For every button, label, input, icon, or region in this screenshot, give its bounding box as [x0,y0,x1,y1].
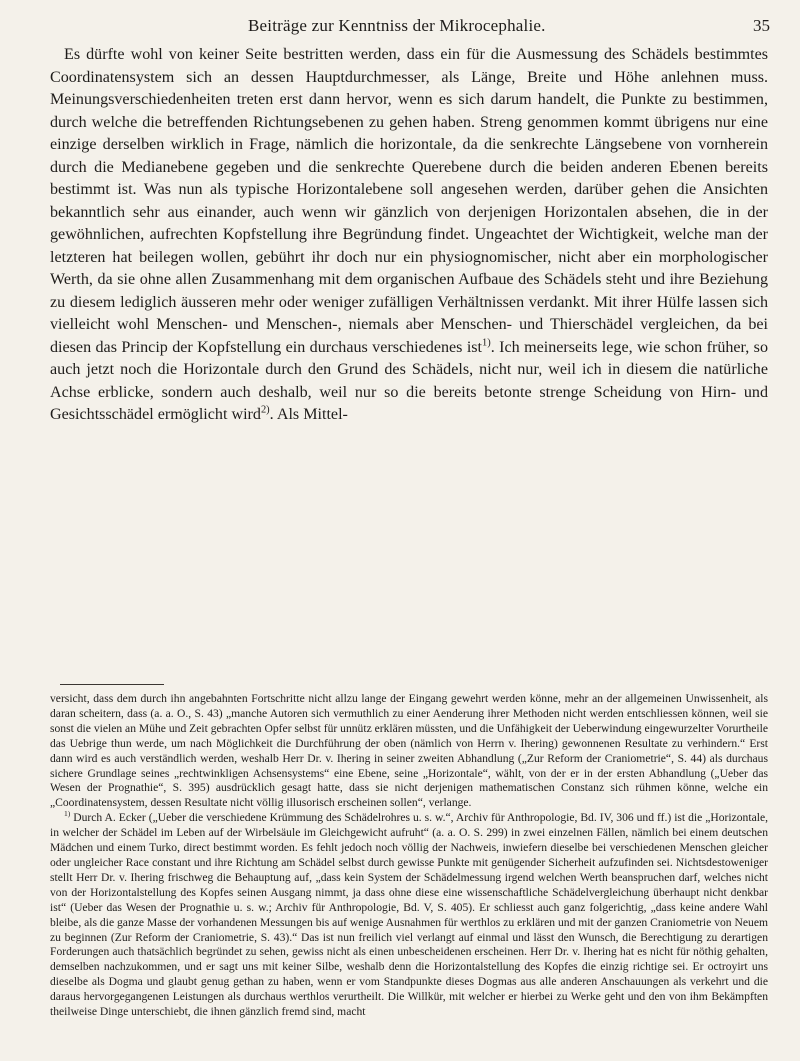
page-number: 35 [753,16,770,35]
footnote-separator [60,684,164,685]
body-text-end: . Als Mittel- [269,406,348,423]
footnote-ref: 1) [482,337,491,349]
footnote-1 [50,811,768,1020]
running-title: Beiträge zur Kenntniss der Mikrocephalie. [248,16,546,35]
footnote-continuation: versicht, dass dem durch ihn angebahnten Fortschritte nicht allzu lange der Eingang gewehrt werden könne, mehr an der allgemeinen Unwissenheit, als daran scheitern, dass (a. a. O., S. 43) „manche Autoren sich vermuthlich zu einer Aenderung ihrer Methoden nicht werden entschliessen können, weil sie sonst die vielen an Mühe und Zeit gebrachten Opfer selbst für unnütz erklären müssten, und die Unfähigkeit der Ueberwindung eingewurzelter Vorurtheile das Uebrige thun werde, um nach Möglichkeit die Durchführung der oben (nämlich von Herrn v. Ihering) gewonnenen Resultate zu verhindern.“ Erst dann wird es auch verständlich werden, weshalb Herr Dr. v. Ihering in seiner zweiten Abhandlung („Zur Reform der Craniometrie“, S. 44) als durchaus sichere Grundlage seines „rechtwinkligen Achsensystems“ eine Ebene, seine „Horizontale“, wählt, von der er in der ersten Abhandlung („Ueber das Wesen der Prognathie“, S. 395) ausdrücklich gesagt hatte, dass sie nicht derjenigen mathematischen Constanz sich rühmen könne, welche ein „Coordinatensystem, dessen Resultate nicht völlig illusorisch erscheinen sollen“, verlange. [50,692,768,810]
footnote-marker: 1) [64,809,71,819]
main-text-block [50,44,768,427]
body-text: Es dürfte wohl von keiner Seite bestritten werden, dass ein für die Ausmessung des Schädels bestimmtes Coordinatensystem sich an dessen Hauptdurchmesser, als Länge, Breite und Höhe anlehnen muss. Meinungsverschiedenheiten treten erst dann hervor, wenn es sich darum handelt, die Punkte zu bestimmen, durch welche die betreffenden Richtungsebenen zu gehen haben. Streng genommen kommt übrigens nur eine einzige derselben wirklich in Frage, nämlich die horizontale, da die senkrechte Längsebene von vornherein durch die Medianebene gegeben und die senkrechte Querebene durch die beiden anderen Ebenen bereits bestimmt ist. Was nun als typische Horizontalebene soll angesehen werden, darüber gehen die Ansichten bekanntlich sehr aus einander, auch wenn wir gänzlich von derjenigen Horizontalen absehen, die in der gewöhnlichen, aufrechten Kopfstellung ihre Begründung findet. Ungeachtet der Wichtigkeit, welche man der letzteren hat beilegen wollen, gebührt ihr doch nur ein physiognomischer, nicht aber ein morphologischer Werth, da sie ohne allen Zusammenhang mit dem organischen Aufbaue des Schädels steht und ihre Beziehung zu diesem lediglich äusseren mehr oder weniger zufälligen Verhältnissen verdankt. Mit ihrer Hülfe lassen sich vielleicht wohl Menschen- und Menschen-, niemals aber Menschen- und Thierschädel vergleichen, da bei diesen das Princip der Kopfstellung ein durchaus verschiedenes ist [50,46,768,356]
body-text-continued: . Ich meinerseits lege, wie schon früher, so auch jetzt noch die Horizontale durch den Grund des Schädels, nicht nur, weil ich in diesem die natürliche Achse erblicke, sondern auch deshalb, weil nur so die bereits betonte strenge Scheidung von Hirn- und Gesichtsschädel ermöglicht wird [50,338,768,423]
footnote-text: Durch A. Ecker („Ueber die verschiedene Krümmung des Schädelrohres u. s. w.“, Archiv für Anthropologie, Bd. IV, 306 und ff.) ist die „Horizontale, in welcher der Schädel im Leben auf der Wirbelsäule im Gleichgewicht aufruht“ (a. a. O. S. 299) in zwei einzelnen Fällen, nämlich bei einem deutschen Mädchen und einem Turko, direct bestimmt worden. Es fehlt jedoch noch völlig der Nachweis, inwiefern dieselbe bei verschiedenen Menschen gleicher oder ungleicher Race constant und ihre Richtung am Schädel selbst durch gewisse Punkte mit genügender Sicherheit aufzufinden sei. Nichtsdestoweniger stellt Herr Dr. v. Ihering frischweg die Behauptung auf, „dass kein System der Schädelmessung irgend welchen Werth beanspruchen darf, welches nicht von der Horizontalstellung des Kopfes seinen Ausgang nimmt, ja dass ohne diese eine wissenschaftliche Schädelvergleichung überhaupt nicht denkbar ist“ (Ueber das Wesen der Prognathie u. s. w.; Archiv für Anthropologie, Bd. V, S. 405). Er schliesst auch ganz folgerichtig, „dass keine andere Wahl bleibe, als die ganze Masse der vorhandenen Messungen bis auf wenige Ausnahmen für werthlos zu erklären und mit der ganzen Craniometrie von Neuem zu beginnen (Zur Reform der Craniometrie, S. 43).“ Das ist nun freilich viel verlangt auf einmal und lässt den Wunsch, die Berechtigung zu derartigen Forderungen auch thatsächlich begründet zu sehen, gewiss nicht als einen unbescheidenen erscheinen. Herr Dr. v. Ihering hat es nicht für nöthig gehalten, demselben nachzukommen, und er sagt uns mit keiner Silbe, weshalb denn die Horizontalstellung des Kopfes die einzig richtige sei. Er octroyirt uns dieselbe als Dogma und glaubt genug gethan zu haben, wenn er vom Standpunkte dieses Dogmas aus alle anderen Anschauungen als verkehrt und die daraus hervorgegangenen Leistungen als durchaus werthlos verurtheilt. Die Willkür, mit welcher er hierbei zu Werke geht und den von ihm Bekämpften theilweise Dinge unterschiebt, die ihnen gänzlich fremd sind, macht [50,811,768,1019]
body-paragraph [50,44,768,427]
running-header [0,10,800,40]
footnotes-block [50,692,768,1020]
footnote-ref: 2) [260,404,270,416]
